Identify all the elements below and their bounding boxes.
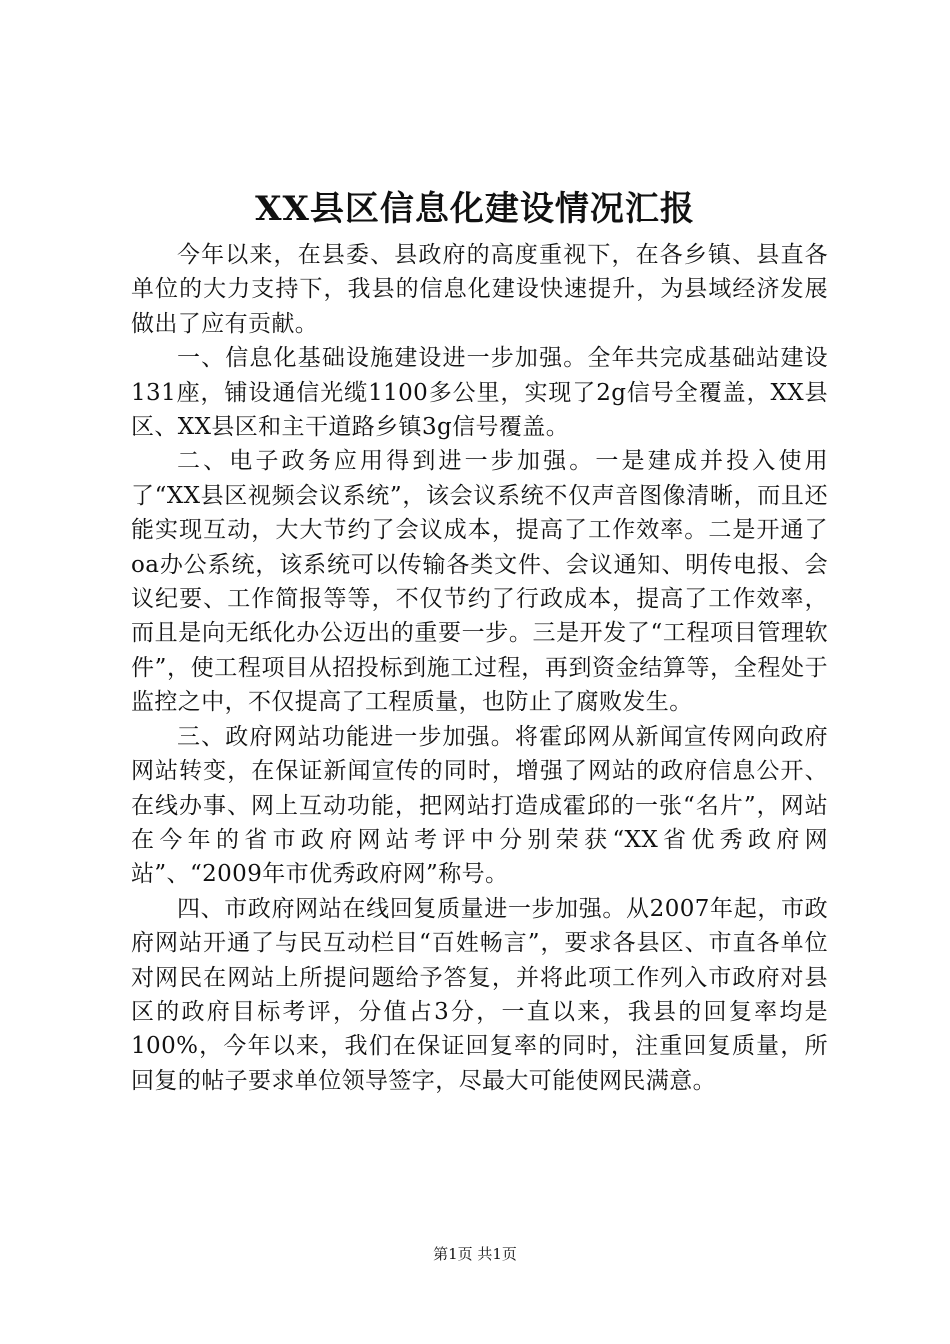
intro-paragraph: 今年以来，在县委、县政府的高度重视下，在各乡镇、县直各单位的大力支持下，我县的信息化建设快速提升，为县域经济发展做出了应有贡献。	[131, 242, 828, 337]
document-title: XX县区信息化建设情况汇报	[255, 189, 695, 229]
section-2-paragraph: 二、电子政务应用得到进一步加强。一是建成并投入使用了“XX县区视频会议系统”，该会议系统不仅声音图像清晰，而且还能实现互动，大大节约了会议成本，提高了工作效率。二是开通了oa办公系统，该系统可以传输各类文件、会议通知、明传电报、会议纪要、工作简报等等，不仅节约了行政成本，提高了工作效率，而且是向无纸化办公迈出的重要一步。三是开发了“工程项目管理软件”，使工程项目从招投标到施工过程，再到资金结算等，全程处于监控之中，不仅提高了工程质量，也防止了腐败发生。	[131, 448, 828, 716]
section-1-paragraph: 一、信息化基础设施建设进一步加强。全年共完成基础站建设131座，铺设通信光缆1100多公里，实现了2g信号全覆盖，XX县区、XX县区和主干道路乡镇3g信号覆盖。	[131, 345, 828, 441]
section-3-paragraph: 三、政府网站功能进一步加强。将霍邱网从新闻宣传网向政府网站转变，在保证新闻宣传的同时，增强了网站的政府信息公开、在线办事、网上互动功能，把网站打造成霍邱的一张“名片”，网站在今年的省市政府网站考评中分别荣获“XX省优秀政府网站”、“2009年市优秀政府网”称号。	[131, 723, 828, 888]
section-4-paragraph: 四、市政府网站在线回复质量进一步加强。从2007年起，市政府网站开通了与民互动栏目“百姓畅言”，要求各县区、市直各单位对网民在网站上所提问题给予答复，并将此项工作列入市政府对县区的政府目标考评，分值占3分，一直以来，我县的回复率均是100%，今年以来，我们在保证回复率的同时，注重回复质量，所回复的帖子要求单位领导签字，尽最大可能使网民满意。	[131, 895, 828, 1094]
page-footer: 第1页 共1页	[433, 1245, 517, 1263]
document-body	[131, 238, 828, 1098]
